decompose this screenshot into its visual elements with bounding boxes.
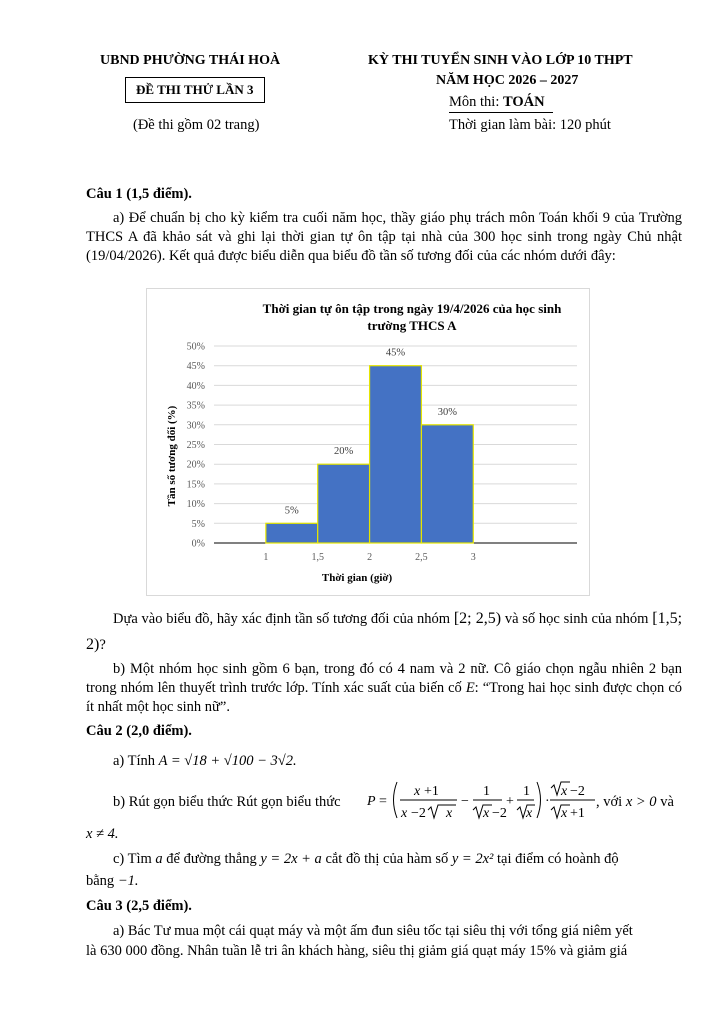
q2b-and: và	[656, 794, 674, 810]
exam-badge: ĐỀ THI THỬ LẦN 3	[125, 77, 265, 103]
q1b-text-p1: b) Một nhóm học sinh gồm 6 bạn, trong đó có 4 nam và 2 nữ. Cô giáo chọn ngẫu nhiên 2 bạn trong nhóm lên thuyết trình trước lớp. Tính xác suất của biến cố	[86, 661, 682, 696]
x-tick-label: 3	[470, 552, 476, 563]
histogram-bar	[266, 523, 318, 543]
x-tick-label: 2,5	[415, 552, 428, 563]
svg-text:·: ·	[545, 794, 550, 809]
svg-text:x: x	[561, 806, 568, 821]
histogram-bar	[370, 366, 422, 543]
svg-text:x: x	[401, 806, 408, 821]
histogram-bar	[318, 464, 370, 543]
svg-text:=: =	[379, 794, 387, 809]
svg-text:x: x	[446, 806, 453, 821]
bar-data-label: 30%	[437, 406, 457, 418]
y-tick-label: 40%	[186, 380, 205, 392]
q2c-mid3: tại điểm có hoành độ	[493, 851, 619, 867]
svg-text:x: x	[561, 784, 568, 799]
q1a-question-p1: Dựa vào biểu đồ, hãy xác định tần số tương đối của nhóm	[113, 611, 454, 627]
q2a-expression: A = √18 + √100 − 3√2.	[158, 753, 297, 769]
q2a-prefix: a) Tính	[113, 753, 159, 769]
svg-text:−2: −2	[492, 806, 507, 821]
q3a-line2-p2: đồng. Nhân tuần lễ tri ân khách hàng, siêu thị giảm giá quạt máy	[147, 943, 530, 959]
y-tick-label: 35%	[186, 400, 205, 412]
q2c-mid1: để đường thẳng	[162, 851, 261, 867]
svg-text:x: x	[526, 806, 533, 821]
q2a-line	[113, 752, 297, 771]
q2b-prefix: b) Rút gọn biểu thức Rút gọn biểu thức	[113, 794, 341, 810]
fan-discount: 15%	[529, 943, 556, 959]
y-tick-label: 45%	[186, 361, 205, 373]
q2b-formula	[366, 774, 598, 826]
svg-text:x: x	[483, 806, 490, 821]
line-equation: y = 2x + a	[260, 851, 322, 867]
x-tick-label: 2	[367, 552, 373, 563]
relative-frequency-histogram	[147, 289, 589, 595]
interval-2: [1,5; 2)	[86, 610, 683, 653]
q1a-question	[86, 606, 682, 658]
y-tick-label: 15%	[186, 479, 205, 491]
q3a-line2-p1: là	[86, 943, 101, 959]
abscissa-value: −1.	[117, 873, 139, 889]
parabola-equation: y = 2x²	[451, 851, 494, 867]
q1b-text	[86, 660, 682, 717]
q1a-text: a) Để chuẩn bị cho kỳ kiểm tra cuối năm học, thầy giáo phụ trách môn Toán khối 9 của Trường THCS A đã khảo sát và ghi lại thời gian tự ôn tập tại nhà của 300 học sinh trong ngày Chủ nhật (19/04/2026). Kết quả được biểu diễn qua biểu đồ tần số tương đối của các nhóm dưới đây:	[86, 210, 682, 264]
pages-note: (Đề thi gồm 02 trang)	[133, 117, 260, 133]
subject-line	[449, 93, 553, 113]
total-price: 630 000	[100, 943, 148, 959]
x-tick-label: 1	[263, 552, 269, 563]
y-tick-label: 25%	[186, 440, 205, 451]
y-tick-label: 20%	[186, 459, 205, 471]
y-axis-label: Tần số tương đối (%)	[166, 405, 178, 507]
bar-data-label: 45%	[385, 347, 406, 359]
q2b-suffix-text: , với	[596, 794, 626, 810]
svg-text:−: −	[461, 794, 469, 809]
q3a-line2-p3: và giảm giá	[555, 943, 628, 959]
x-tick-label: 1,5	[311, 552, 324, 563]
q3a-line2	[86, 942, 682, 961]
svg-text:+1: +1	[424, 784, 439, 799]
issuer-name: UBND PHƯỜNG THÁI HOÀ	[100, 53, 281, 68]
bar-data-label: 20%	[334, 446, 354, 458]
school-year: NĂM HỌC 2026 – 2027	[436, 73, 579, 88]
subject-value: TOÁN	[502, 94, 545, 110]
q2c-line2	[86, 872, 138, 891]
svg-text:1: 1	[483, 784, 490, 799]
q2-title: Câu 2 (2,0 điểm).	[86, 723, 192, 739]
svg-text:1: 1	[523, 784, 530, 799]
event-name: E	[465, 680, 475, 696]
condition-2: x ≠ 4.	[86, 826, 119, 842]
q2c-prefix: c) Tìm	[113, 851, 156, 867]
q3-title: Câu 3 (2,5 điểm).	[86, 898, 192, 914]
q3a-line1: a) Bác Tư mua một cái quạt máy và một ấm đun siêu tốc tại siêu thị với tổng giá niêm yết	[113, 923, 633, 939]
svg-text:+: +	[506, 794, 514, 809]
q1a-question-p3: ?	[99, 637, 106, 653]
y-tick-label: 5%	[191, 518, 205, 530]
bar-data-label: 5%	[284, 505, 299, 517]
histogram-bar	[421, 425, 473, 543]
chart-title-line1: Thời gian tự ôn tập trong ngày 19/4/2026 của học sinh	[262, 301, 562, 316]
time-limit: Thời gian làm bài: 120 phút	[449, 117, 611, 133]
svg-text:−2: −2	[570, 784, 585, 799]
y-tick-label: 30%	[186, 420, 205, 432]
q1-title: Câu 1 (1,5 điểm).	[86, 186, 192, 202]
q1b-text-p2: : “Trong hai học sinh được chọn có ít nhất một học sinh nữ”.	[86, 680, 683, 715]
interval-1: [2; 2,5)	[453, 610, 502, 627]
q2c-end: bằng	[86, 873, 118, 889]
q1a-question-p2: và số học sinh của nhóm	[501, 611, 649, 627]
chart-container	[146, 288, 590, 596]
q2c-mid2: cắt đồ thị của hàm số	[321, 851, 452, 867]
svg-text:+1: +1	[570, 806, 585, 821]
formula-var: P	[367, 794, 376, 809]
y-tick-label: 0%	[191, 538, 205, 550]
y-tick-label: 10%	[186, 499, 205, 511]
exam-title: KỲ THI TUYỂN SINH VÀO LỚP 10 THPT	[368, 53, 633, 68]
chart-title-line2: trường THCS A	[367, 318, 457, 333]
q2b-suffix	[596, 793, 674, 812]
subject-label: Môn thi:	[449, 94, 503, 110]
svg-text:−2: −2	[411, 806, 426, 821]
x-axis-label: Thời gian (giờ)	[321, 572, 393, 584]
y-tick-label: 50%	[186, 341, 205, 353]
condition-1: x > 0	[625, 794, 657, 810]
param-a: a	[155, 851, 163, 867]
q2c-line1	[113, 850, 619, 869]
svg-text:x: x	[414, 784, 421, 799]
